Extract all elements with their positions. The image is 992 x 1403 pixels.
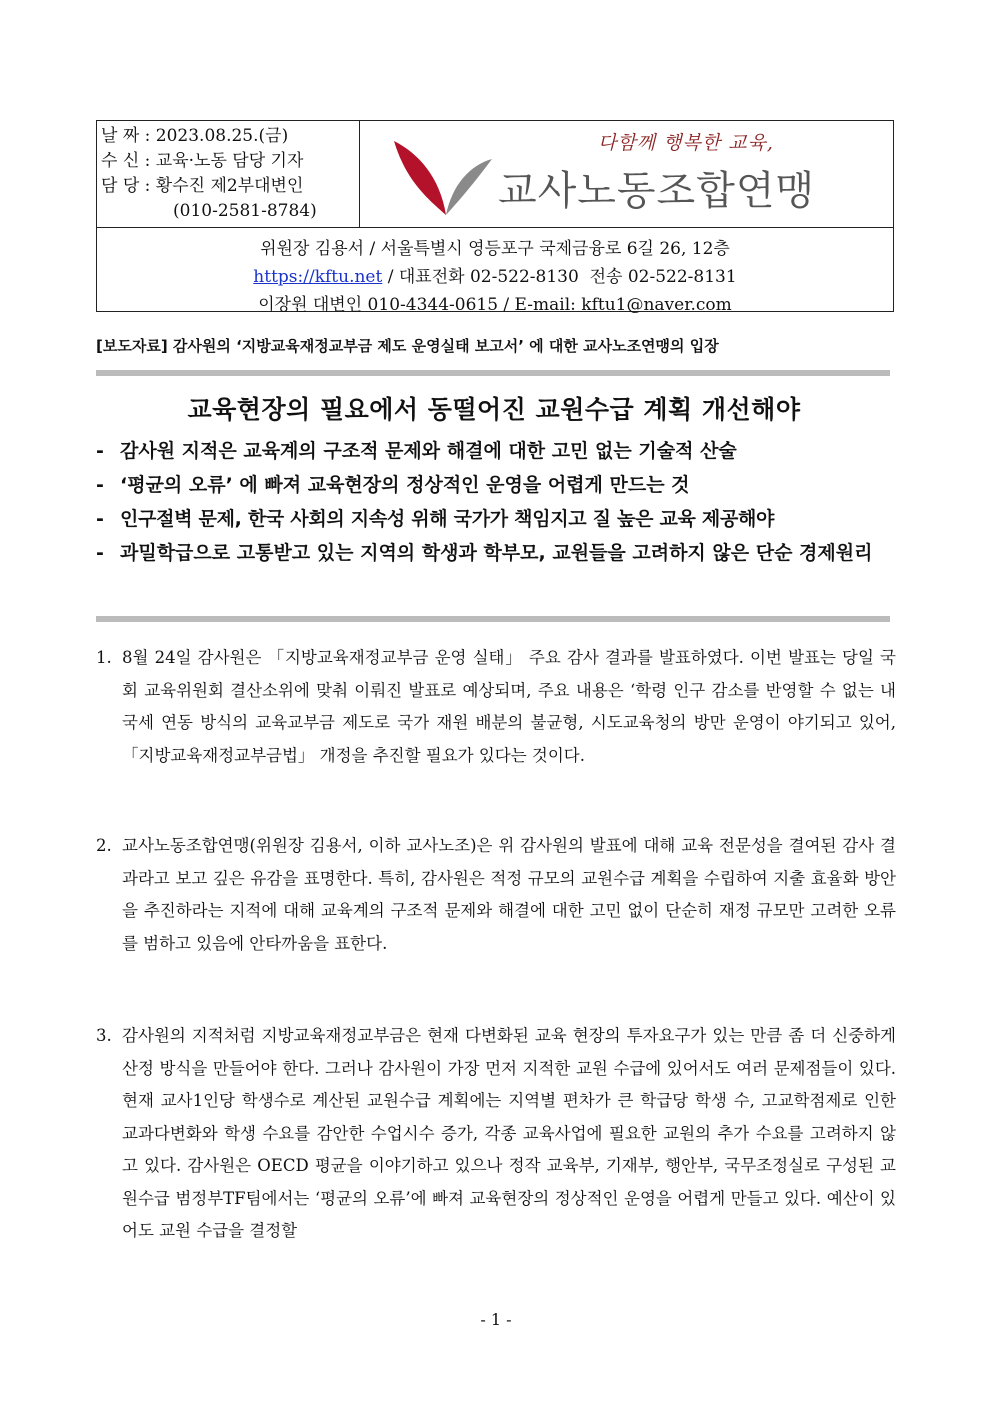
headline: 교육현장의 필요에서 동떨어진 교원수급 계획 개선해야 bbox=[187, 395, 801, 424]
paragraph-number: 1. bbox=[96, 648, 112, 667]
phone-fax: / 대표전화 02-522-8130 전송 02-522-8131 bbox=[382, 267, 737, 287]
bullet-dash: - bbox=[96, 542, 104, 564]
bullet-dash: - bbox=[96, 474, 104, 496]
subheadline-list bbox=[96, 434, 896, 570]
paragraph-text: 감사원의 지적처럼 지방교육재정교부금은 현재 다변화된 교육 현장의 투자요구가 있는 만큼 좀 더 신중하게 산정 방식을 만들어야 한다. 그러나 감사원이 가장 먼저 지적한 교원 수급에 있어서도 여러 문제점들이 있다. 현재 교사1인당 학생수로 계산된 교원수급 계획에는 지역별 편차가 큰 학급당 학생 수, 고교학점제로 인한 교과다변화와 학생 수요를 감안한 수업시수 증가, 각종 교육사업에 필요한 교원의 추가 수요를 고려하지 않고 있다. 감사원은 OECD 평균을 이야기하고 있으나 정작 교육부, 기재부, 행안부, 국무조정실로 구성된 교원수급 범정부TF팀에서는 ‘평균의 오류’에 빠져 교육현장의 정상적인 운영을 어렵게 만들고 있다. 예산이 있어도 교원 수급을 결정할 bbox=[122, 1026, 896, 1240]
divider-bottom bbox=[96, 616, 890, 622]
bullet-dash: - bbox=[96, 508, 104, 530]
contact-line-1: 위원장 김용서 / 서울특별시 영등포구 국제금융로 6길 26, 12층 bbox=[260, 239, 730, 259]
subheadline-text: ‘평균의 오류’ 에 빠져 교육현장의 정상적인 운영을 어렵게 만드는 것 bbox=[120, 474, 690, 496]
body-paragraph-2 bbox=[96, 830, 896, 960]
subheadline-item bbox=[96, 434, 896, 468]
logo-org-name: 교사노동조합연맹 bbox=[498, 168, 816, 214]
bullet-dash: - bbox=[96, 440, 104, 462]
contact-person-line: 담 당 : 황수진 제2부대변인 bbox=[101, 176, 304, 196]
website-link[interactable]: https://kftu.net bbox=[253, 267, 383, 287]
leaf-red-shape bbox=[394, 141, 446, 215]
body-paragraph-3 bbox=[96, 1020, 896, 1248]
subheadline-item bbox=[96, 502, 896, 536]
paragraph-text: 8월 24일 감사원은 「지방교육재정교부금 운영 실태」 주요 감사 결과를 발표하였다. 이번 발표는 당일 국회 교육위원회 결산소위에 맞춰 이뤄진 발표로 예상되며, 주요 내용은 ‘학령 인구 감소를 반영할 수 없는 내국세 연동 방식의 교육교부금 제도로 국가 재원 배분의 불균형, 시도교육청의 방만 운영이 야기되고 있어, 「지방교육재정교부금법」 개정을 추진할 필요가 있다는 것이다. bbox=[122, 648, 896, 765]
paragraph-text: 교사노동조합연맹(위원장 김용서, 이하 교사노조)은 위 감사원의 발표에 대해 교육 전문성을 결여된 감사 결과라고 보고 깊은 유감을 표명한다. 특히, 감사원은 적정 규모의 교원수급 계획을 수립하여 지출 효율화 방안을 추진하라는 지적에 대해 교육계의 구조적 문제와 해결에 대한 고민 없이 단순히 재정 규모만 고려한 오류를 범하고 있음에 안타까움을 표한다. bbox=[122, 836, 896, 953]
release-title: [보도자료] 감사원의 ‘지방교육재정교부금 제도 운영실태 보고서’ 에 대한 교사노조연맹의 입장 bbox=[96, 337, 719, 355]
logo bbox=[360, 121, 893, 227]
header-box bbox=[96, 120, 894, 315]
contact-cell bbox=[97, 227, 893, 315]
contact-phone-line: (010-2581-8784) bbox=[173, 201, 317, 221]
leaf-gray-shape bbox=[446, 159, 492, 215]
meta-cell bbox=[97, 121, 360, 227]
page-number: - 1 - bbox=[480, 1310, 512, 1329]
divider-top bbox=[96, 370, 890, 376]
subheadline-text: 감사원 지적은 교육계의 구조적 문제와 해결에 대한 고민 없는 기술적 산술 bbox=[120, 440, 737, 462]
contact-line-3: 이장원 대변인 010-4344-0615 / E-mail: kftu1@naver.com bbox=[258, 295, 732, 315]
recipient-line: 수 신 : 교육·노동 담당 기자 bbox=[101, 151, 304, 171]
subheadline-text: 과밀학급으로 고통받고 있는 지역의 학생과 학부모, 교원들을 고려하지 않은 단순 경제원리 bbox=[120, 542, 873, 564]
leaf-logo-icon bbox=[388, 131, 498, 221]
subheadline-text: 인구절벽 문제, 한국 사회의 지속성 위해 국가가 책임지고 질 높은 교육 제공해야 bbox=[120, 508, 775, 530]
subheadline-item bbox=[96, 468, 896, 502]
paragraph-number: 3. bbox=[96, 1026, 112, 1045]
body-paragraph-1 bbox=[96, 642, 896, 772]
subheadline-item bbox=[96, 536, 896, 570]
paragraph-number: 2. bbox=[96, 836, 112, 855]
logo-slogan: 다함께 행복한 교육, bbox=[598, 132, 774, 154]
contact-line-2 bbox=[97, 263, 893, 291]
date-line: 날 짜 : 2023.08.25.(금) bbox=[101, 126, 289, 146]
